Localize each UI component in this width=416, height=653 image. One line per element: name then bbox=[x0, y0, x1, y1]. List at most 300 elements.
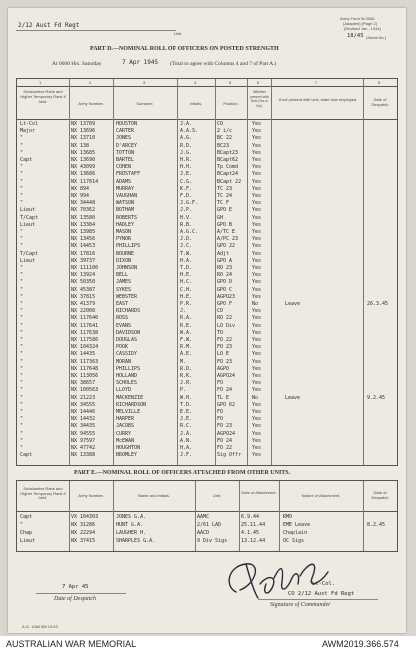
row-surname: FROSTAFF bbox=[116, 171, 141, 178]
row-initials: T.D. bbox=[180, 265, 193, 271]
row-employment: Leave bbox=[285, 394, 301, 401]
row-rank: " bbox=[20, 437, 24, 444]
row-rank: " bbox=[20, 229, 24, 235]
row-initials: H.E. bbox=[180, 272, 193, 279]
row-initials: R.M. bbox=[180, 344, 193, 351]
row-rank: " bbox=[20, 265, 24, 271]
row-present: Yes bbox=[252, 401, 262, 408]
row-army-number: NX 97597 bbox=[71, 437, 96, 444]
row-present: Yes bbox=[252, 308, 262, 315]
e-row-army-number: VX 104303 bbox=[71, 514, 99, 520]
e-col-header-unit: Unit. bbox=[212, 493, 222, 498]
row-army-number: NX 41379 bbox=[71, 301, 96, 307]
row-present: Yes bbox=[252, 214, 262, 221]
col-header-present: Whether present with Unit (Yes or No). bbox=[250, 90, 269, 108]
row-surname: MORAN bbox=[116, 358, 132, 365]
col-header-employed: If not present with Unit, state how employed. bbox=[278, 97, 358, 102]
row-position: FO 23 bbox=[217, 358, 233, 365]
col-header-initials: Initials. bbox=[189, 101, 203, 106]
row-rank: " bbox=[20, 301, 24, 307]
part-e-title: PART E.—NOMINAL ROLL OF OFFICERS ATTACHED FROM OTHER UNITS. bbox=[74, 470, 291, 476]
row-initials: H.A. bbox=[180, 445, 193, 451]
row-initials: H.C. bbox=[180, 279, 193, 286]
row-position: FO 24 bbox=[217, 437, 233, 444]
e-row-name: SHARPLES G.A. bbox=[116, 538, 156, 544]
row-surname: HOUSTON bbox=[116, 121, 138, 127]
row-army-number: NX 14446 bbox=[71, 409, 96, 415]
row-present: Yes bbox=[252, 373, 262, 379]
row-present: Yes bbox=[252, 272, 262, 279]
row-army-number: NX 117640 bbox=[71, 315, 99, 322]
table-row bbox=[17, 431, 415, 438]
row-army-number: NX 14435 bbox=[71, 351, 96, 358]
row-army-number: NX 113056 bbox=[71, 373, 99, 379]
e-row-date: 25.11.44 bbox=[241, 522, 266, 528]
row-surname: DIXON bbox=[116, 257, 132, 264]
row-position: TC F bbox=[217, 200, 230, 207]
row-rank: " bbox=[20, 373, 24, 379]
row-army-number: NX 13685 bbox=[71, 149, 96, 156]
row-present: Yes bbox=[252, 207, 262, 214]
row-rank: " bbox=[20, 423, 24, 430]
row-initials: R.D. bbox=[180, 365, 193, 372]
row-rank: " bbox=[20, 380, 24, 387]
row-rank: " bbox=[20, 394, 24, 401]
row-surname: CARTER bbox=[116, 128, 135, 135]
row-present: Yes bbox=[252, 423, 262, 430]
row-initials: P.R. bbox=[180, 301, 193, 307]
col-number-2: 2 bbox=[89, 80, 92, 85]
form-reference: Army Form W.3008 bbox=[340, 16, 375, 21]
row-army-number: NX 21223 bbox=[71, 394, 96, 401]
row-present: Yes bbox=[252, 257, 262, 264]
table-row bbox=[17, 395, 415, 402]
row-surname: ROSS bbox=[116, 315, 129, 322]
row-rank: T/Capt bbox=[20, 214, 39, 221]
row-position: FO 22 bbox=[217, 337, 233, 343]
table-row bbox=[17, 236, 415, 243]
row-surname: HARPER bbox=[116, 416, 135, 423]
row-initials: J. bbox=[180, 308, 187, 315]
row-initials: M. bbox=[180, 358, 187, 365]
row-present: Yes bbox=[252, 387, 262, 394]
table-row bbox=[17, 530, 415, 537]
col-header-despatch: Date of Despatch bbox=[371, 97, 389, 107]
archive-reference: AWM2019.366.574 bbox=[322, 639, 399, 649]
row-present: Yes bbox=[252, 135, 262, 142]
row-rank: " bbox=[20, 387, 24, 394]
row-army-number: NX 43099 bbox=[71, 164, 96, 171]
row-initials: R.E. bbox=[180, 322, 193, 329]
row-surname: ADAMS bbox=[116, 178, 132, 185]
row-surname: HOLLAND bbox=[116, 373, 138, 379]
table-row bbox=[17, 337, 415, 344]
row-army-number: NX 117638 bbox=[71, 329, 99, 336]
row-present: Yes bbox=[252, 430, 262, 437]
row-present: Yes bbox=[252, 380, 262, 387]
row-position: TC 24 bbox=[217, 193, 233, 199]
row-position: TL E bbox=[217, 394, 230, 401]
row-rank: " bbox=[20, 236, 24, 243]
at-line-suffix: (Total to agree with Columns 4 and 7 of Part A.) bbox=[170, 61, 277, 67]
row-surname: LLOYD bbox=[116, 387, 132, 394]
table-row bbox=[17, 229, 415, 236]
e-col-header-rank: Substantive Rank and Higher Temporary Rank if held. bbox=[20, 486, 66, 501]
table-row bbox=[17, 402, 415, 409]
row-surname: PHILLIPS bbox=[116, 243, 141, 250]
row-surname: TOTTON bbox=[116, 149, 135, 156]
row-initials: K.F. bbox=[180, 185, 193, 192]
row-surname: PYNOR bbox=[116, 236, 132, 243]
row-surname: BOURNE bbox=[116, 250, 135, 257]
e-row-date: 13.12.44 bbox=[241, 538, 266, 544]
row-rank: " bbox=[20, 164, 24, 171]
row-rank: Major bbox=[20, 128, 36, 135]
row-initials: C.H. bbox=[180, 286, 193, 293]
at-line-prefix: At 0600 Hrs. Saturday bbox=[52, 61, 102, 67]
unit-name: 2/12 Aust Fd Regt bbox=[18, 22, 80, 29]
table-row bbox=[17, 272, 415, 279]
row-position: GPO A bbox=[217, 257, 233, 264]
row-surname: HADLEY bbox=[116, 221, 135, 228]
row-surname: JOHNSON bbox=[116, 265, 138, 271]
row-initials: R.D. bbox=[180, 142, 193, 149]
col-number-4: 4 bbox=[194, 80, 197, 85]
e-row-rank: Chap bbox=[20, 530, 33, 536]
row-position: FO 22 bbox=[217, 445, 233, 451]
row-army-number: NX 13690 bbox=[71, 157, 96, 163]
row-army-number: NX 138 bbox=[71, 142, 90, 149]
e-row-army-number: NX 31286 bbox=[71, 522, 96, 528]
row-army-number: NX 100563 bbox=[71, 387, 99, 394]
row-initials: A.E. bbox=[180, 351, 193, 358]
row-army-number: NX 39737 bbox=[71, 257, 96, 264]
row-initials: H.R. bbox=[180, 157, 193, 163]
col-header-surname: Surname. bbox=[136, 101, 154, 106]
archive-name: AUSTRALIAN WAR MEMORIAL bbox=[6, 639, 137, 649]
row-initials: H.H. bbox=[180, 164, 193, 171]
row-army-number: NX 117641 bbox=[71, 322, 99, 329]
e-col-header-nature: Nature of Attachment. bbox=[301, 493, 341, 498]
e-row-rank: " bbox=[20, 522, 24, 528]
row-present: Yes bbox=[252, 229, 262, 235]
row-army-number: NX 13456 bbox=[71, 236, 96, 243]
row-present: Yes bbox=[252, 149, 262, 156]
row-rank: Capt bbox=[20, 452, 33, 459]
table-row bbox=[17, 409, 415, 416]
table-row bbox=[17, 416, 415, 423]
row-position: FO bbox=[217, 380, 224, 387]
row-surname: EAST bbox=[116, 301, 129, 307]
row-initials: R.C. bbox=[180, 423, 193, 430]
row-army-number: NX 117648 bbox=[71, 365, 99, 372]
row-surname: BOTHAM bbox=[116, 207, 135, 214]
table-row bbox=[17, 265, 415, 272]
table-row bbox=[17, 186, 415, 193]
col-number-3: 3 bbox=[143, 80, 146, 85]
row-army-number: NX 117363 bbox=[71, 358, 99, 365]
row-present: Yes bbox=[252, 193, 262, 199]
row-rank: " bbox=[20, 171, 24, 178]
row-army-number: NX 13686 bbox=[71, 171, 96, 178]
row-position: 2 i/c bbox=[217, 128, 233, 135]
row-surname: CURRY bbox=[116, 430, 132, 437]
row-army-number: NX 38657 bbox=[71, 380, 96, 387]
part-d-title: PART D.—NOMINAL ROLL OF OFFICERS ON POSTED STRENGTH bbox=[90, 46, 279, 52]
form-revised: (Revised Jan., 1944) bbox=[344, 26, 381, 31]
row-initials: E.E. bbox=[180, 409, 193, 415]
row-initials: J.D. bbox=[180, 236, 193, 243]
e-col-header-despatch: Date of Despatch bbox=[371, 490, 389, 500]
table-row bbox=[17, 330, 415, 337]
table-row bbox=[17, 200, 415, 207]
row-present: Yes bbox=[252, 416, 262, 423]
row-surname: BARTEL bbox=[116, 157, 135, 163]
row-present: Yes bbox=[252, 236, 262, 243]
row-army-number: NX 70362 bbox=[71, 207, 96, 214]
table-row bbox=[17, 445, 415, 452]
row-army-number: WX 894 bbox=[71, 185, 90, 192]
table-row bbox=[17, 193, 415, 200]
signature-caption: Signature of Commander bbox=[270, 602, 331, 608]
row-present: Yes bbox=[252, 344, 262, 351]
row-position: Sig Offr bbox=[217, 452, 242, 459]
row-initials: W.A. bbox=[180, 329, 193, 336]
row-surname: JONES bbox=[116, 135, 132, 142]
commander-rank: Lt-Col. bbox=[312, 581, 336, 587]
row-rank: " bbox=[20, 344, 24, 351]
row-despatch-date: 26.3.45 bbox=[367, 301, 389, 307]
row-present: Yes bbox=[252, 445, 262, 451]
row-position: GPO 22 bbox=[217, 243, 236, 250]
e-row-nature: RMO bbox=[283, 514, 293, 520]
printer-note: A.G. 1284 5M 12/43 bbox=[22, 624, 58, 629]
row-initials: C.G. bbox=[180, 178, 193, 185]
row-surname: RICHARDS bbox=[116, 308, 141, 315]
e-row-rank: Capt bbox=[20, 514, 33, 520]
row-surname: JAMES bbox=[116, 279, 132, 286]
row-present: Yes bbox=[252, 164, 262, 171]
e-row-nature: OC Sigs bbox=[283, 538, 305, 544]
col-number-7: 7 bbox=[315, 80, 318, 85]
row-surname: PHILLIPS bbox=[116, 365, 141, 372]
row-initials: R.K. bbox=[180, 373, 193, 379]
row-position: BC 22 bbox=[217, 135, 233, 142]
row-rank: " bbox=[20, 322, 24, 329]
row-army-number: NX 17816 bbox=[71, 250, 96, 257]
row-surname: BELL bbox=[116, 272, 129, 279]
row-initials: H.V. bbox=[180, 214, 193, 221]
row-rank: " bbox=[20, 401, 24, 408]
row-initials: H.E. bbox=[180, 293, 193, 300]
row-position: GPO F bbox=[217, 301, 233, 307]
row-position: FO 23 bbox=[217, 423, 233, 430]
serial-number: 18/45 bbox=[347, 33, 364, 39]
row-rank: " bbox=[20, 243, 24, 250]
e-row-unit: 9 Div Sigs bbox=[197, 538, 228, 544]
table-row bbox=[17, 294, 415, 301]
row-initials: J.F. bbox=[180, 452, 193, 459]
row-position: GPO D bbox=[217, 279, 233, 286]
row-present: Yes bbox=[252, 221, 262, 228]
e-row-unit: 2/61 LAD bbox=[197, 522, 222, 528]
table-row bbox=[17, 164, 415, 171]
row-rank: Lieut bbox=[20, 257, 36, 264]
e-row-nature: Chaplain bbox=[283, 530, 308, 536]
row-position: TC 23 bbox=[217, 185, 233, 192]
row-initials: J.P. bbox=[180, 207, 193, 214]
row-position: Adjt bbox=[217, 250, 230, 257]
col-header-rank: Substantive Rank and Higher Temporary Rank if held. bbox=[20, 89, 66, 104]
row-army-number: NX 13709 bbox=[71, 121, 96, 127]
row-employment: Leave bbox=[285, 301, 301, 307]
row-position: LO E bbox=[217, 351, 230, 358]
row-rank: Capt bbox=[20, 157, 33, 163]
table-row bbox=[17, 150, 415, 157]
row-position: AGPO23 bbox=[217, 293, 236, 300]
row-rank: " bbox=[20, 142, 24, 149]
row-surname: SYKES bbox=[116, 286, 132, 293]
row-present: Yes bbox=[252, 293, 262, 300]
despatch-date-caption: Date of Despatch bbox=[54, 596, 96, 602]
table-row bbox=[17, 258, 415, 265]
row-surname: WEBSTER bbox=[116, 293, 138, 300]
row-present: Yes bbox=[252, 315, 262, 322]
table-row bbox=[17, 207, 415, 214]
row-present: Yes bbox=[252, 329, 262, 336]
row-army-number: NX 13384 bbox=[71, 221, 96, 228]
row-initials: P. bbox=[180, 387, 187, 394]
row-present: Yes bbox=[252, 322, 262, 329]
row-surname: ROBERTS bbox=[116, 214, 138, 221]
row-present: Yes bbox=[252, 351, 262, 358]
row-rank: " bbox=[20, 445, 24, 451]
row-initials: F.D. bbox=[180, 193, 193, 199]
row-initials: J.R. bbox=[180, 380, 193, 387]
e-row-unit: AACD bbox=[197, 530, 210, 536]
serial-caption: (Serial No.) bbox=[366, 35, 387, 40]
row-initials: J.G.F. bbox=[180, 200, 199, 207]
e-row-despatch: 8.2.45 bbox=[367, 522, 386, 528]
row-initials: F.W. bbox=[180, 337, 193, 343]
row-position: AGPO24 bbox=[217, 373, 236, 379]
row-rank: " bbox=[20, 416, 24, 423]
e-row-date: 4.1.45 bbox=[241, 530, 260, 536]
row-position: TO bbox=[217, 329, 224, 336]
row-position: RO 22 bbox=[217, 315, 233, 322]
table-row bbox=[17, 351, 415, 358]
at-line-date: 7 Apr 1945 bbox=[122, 59, 159, 66]
row-surname: JACOBS bbox=[116, 423, 135, 430]
row-position: RO 24 bbox=[217, 272, 233, 279]
row-surname: HOUGHTON bbox=[116, 445, 141, 451]
row-present: No bbox=[252, 394, 259, 401]
e-row-date: 6.9.44 bbox=[241, 514, 260, 520]
row-rank: " bbox=[20, 286, 24, 293]
row-rank: " bbox=[20, 135, 24, 142]
row-army-number: NX 47742 bbox=[71, 445, 96, 451]
row-rank: " bbox=[20, 293, 24, 300]
row-rank: Lieut bbox=[20, 207, 36, 214]
row-rank: " bbox=[20, 337, 24, 343]
row-army-number: NX 14432 bbox=[71, 416, 96, 423]
row-initials: T.D. bbox=[180, 401, 193, 408]
e-row-nature: EME Leave bbox=[283, 522, 311, 528]
row-present: Yes bbox=[252, 171, 262, 178]
row-position: GH bbox=[217, 214, 224, 221]
commander-signature-icon bbox=[216, 548, 336, 610]
table-row bbox=[17, 128, 415, 135]
row-surname: WATSON bbox=[116, 200, 135, 207]
table-row bbox=[17, 287, 415, 294]
row-present: Yes bbox=[252, 437, 262, 444]
table-row bbox=[17, 452, 415, 459]
row-position: GPO 62 bbox=[217, 401, 236, 408]
table-row bbox=[17, 143, 415, 150]
row-position: AGPO24 bbox=[217, 430, 236, 437]
row-surname: VAUGHAN bbox=[116, 193, 138, 199]
row-present: Yes bbox=[252, 142, 262, 149]
row-surname: MASON bbox=[116, 229, 132, 235]
row-position: CO bbox=[217, 308, 224, 315]
row-position: GPO B bbox=[217, 221, 233, 228]
row-rank: " bbox=[20, 409, 24, 415]
table-row bbox=[17, 359, 415, 366]
e-col-header-army-number: Army Number. bbox=[78, 493, 104, 498]
row-present: Yes bbox=[252, 128, 262, 135]
e-row-name: JONES G.A. bbox=[116, 514, 147, 520]
part-e-table bbox=[16, 480, 398, 552]
row-rank: " bbox=[20, 178, 24, 185]
commander-unit: CO 2/12 Aust Fd Regt bbox=[288, 591, 355, 597]
row-army-number: NX 34555 bbox=[71, 401, 96, 408]
table-row bbox=[17, 522, 415, 529]
row-present: Yes bbox=[252, 200, 262, 207]
archive-footer bbox=[0, 636, 416, 653]
row-surname: DOUGLAS bbox=[116, 337, 138, 343]
row-army-number: NX 22008 bbox=[71, 308, 96, 315]
e-row-name: LAUGHER H. bbox=[116, 530, 147, 536]
row-present: Yes bbox=[252, 286, 262, 293]
table-row bbox=[17, 243, 415, 250]
row-army-number: NX 13580 bbox=[71, 214, 96, 221]
e-row-unit: AAMC bbox=[197, 514, 210, 520]
row-present: Yes bbox=[252, 265, 262, 271]
row-initials: J.G. bbox=[180, 149, 193, 156]
table-row bbox=[17, 157, 415, 164]
row-present: Yes bbox=[252, 409, 262, 415]
row-surname: CASSIDY bbox=[116, 351, 138, 358]
row-initials: W.H. bbox=[180, 394, 193, 401]
col-number-6: 6 bbox=[257, 80, 260, 85]
e-row-army-number: NX 22294 bbox=[71, 530, 96, 536]
row-position: LO Div bbox=[217, 322, 236, 329]
row-army-number: NX 994 bbox=[71, 193, 90, 199]
row-rank: " bbox=[20, 315, 24, 322]
row-army-number: NX 34448 bbox=[71, 200, 96, 207]
col-header-position: Position. bbox=[223, 101, 239, 106]
row-army-number: NX 13710 bbox=[71, 135, 96, 142]
row-initials: A.A.S. bbox=[180, 128, 199, 135]
row-present: Yes bbox=[252, 121, 262, 127]
row-army-number: NX 13388 bbox=[71, 452, 96, 459]
row-position: FO bbox=[217, 409, 224, 415]
row-position: FO 24 bbox=[217, 387, 233, 394]
row-present: Yes bbox=[252, 243, 262, 250]
table-row bbox=[17, 308, 415, 315]
e-row-army-number: NX 37415 bbox=[71, 538, 96, 544]
row-position: A/TC E bbox=[217, 229, 236, 235]
